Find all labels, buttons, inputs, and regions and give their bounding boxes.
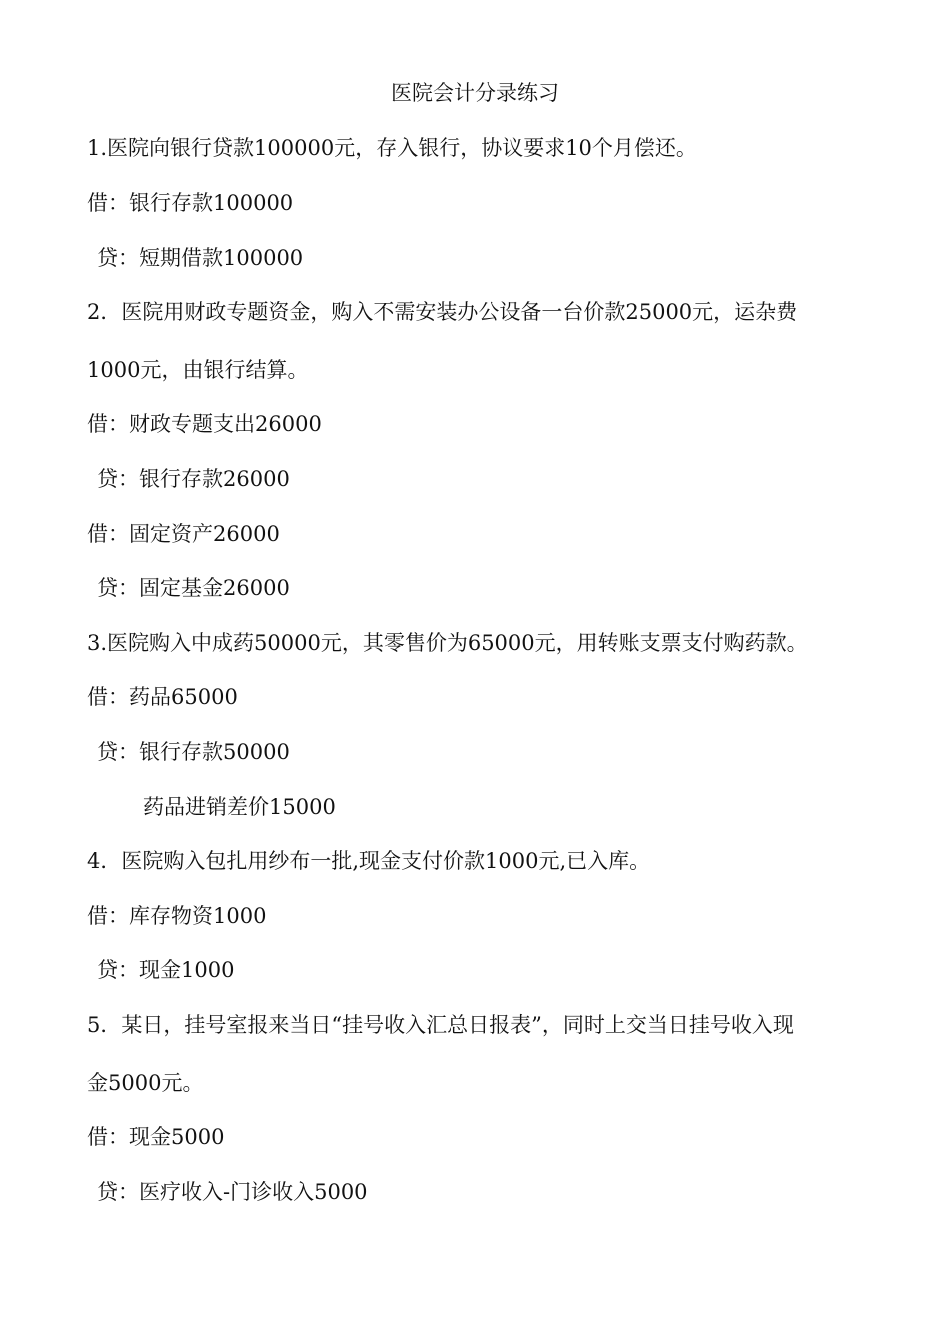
entry-4-credit: 贷：现金1000 <box>97 958 235 982</box>
entry-5-question-cont: 金5000元。 <box>87 1071 204 1095</box>
entry-5-question: 5．某日，挂号室报来当日“挂号收入汇总日报表”，同时上交当日挂号收入现 <box>87 1013 794 1037</box>
entry-1-question: 1.医院向银行贷款100000元，存入银行，协议要求10个月偿还。 <box>87 136 697 160</box>
entry-4-debit: 借：库存物资1000 <box>87 904 267 928</box>
entry-3-credit-b: 药品进销差价15000 <box>143 795 336 819</box>
entry-2-debit-a: 借：财政专题支出26000 <box>87 412 322 436</box>
entry-4-question: 4．医院购入包扎用纱布一批,现金支付价款1000元,已入库。 <box>87 849 651 873</box>
entry-5-credit: 贷：医疗收入-门诊收入5000 <box>97 1180 368 1204</box>
entry-1-credit: 贷：短期借款100000 <box>97 246 304 270</box>
entry-3-credit-a: 贷：银行存款50000 <box>97 740 290 764</box>
document-title: 医院会计分录练习 <box>391 81 559 105</box>
entry-3-debit: 借：药品65000 <box>87 685 238 709</box>
entry-1-debit: 借：银行存款100000 <box>87 191 294 215</box>
entry-2-debit-b: 借：固定资产26000 <box>87 522 280 546</box>
entry-2-question-cont: 1000元，由银行结算。 <box>87 358 309 382</box>
entry-3-question: 3.医院购入中成药50000元，其零售价为65000元，用转账支票支付购药款。 <box>87 631 808 655</box>
entry-2-question: 2．医院用财政专题资金，购入不需安装办公设备一台价款25000元，运杂费 <box>87 300 798 324</box>
entry-2-credit-a: 贷：银行存款26000 <box>97 467 290 491</box>
entry-2-credit-b: 贷：固定基金26000 <box>97 576 290 600</box>
entry-5-debit: 借：现金5000 <box>87 1125 225 1149</box>
